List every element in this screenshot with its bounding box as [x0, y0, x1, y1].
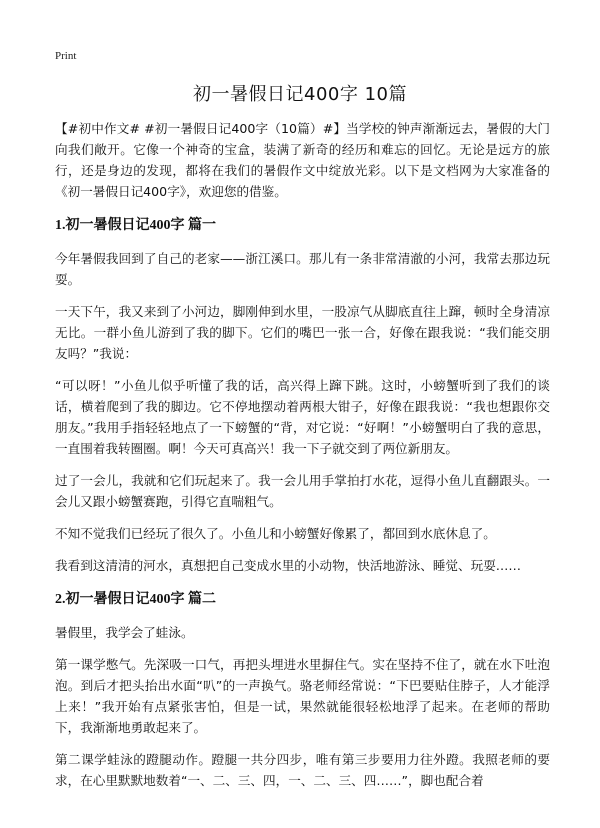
section-heading-2: 2.初一暑假日记400字 篇二 [55, 592, 216, 607]
paragraph: 暑假里，我学会了蛙泳。 [55, 625, 194, 640]
paragraph: 不知不觉我们已经玩了很久了。小鱼儿和小螃蟹好像累了，都回到水底休息了。 [55, 526, 496, 541]
paragraph: 第二课学蛙泳的蹬腿动作。蹬腿一共分四步，唯有第三步要用力往外蹬。我照老师的要求，在心里默默地数着“一、二、三、四，一、二、三、四……”，脚也配合着 [55, 752, 550, 788]
paragraph: 今年暑假我回到了自己的老家——浙江溪口。那儿有一条非常清澈的小河，我常去那边玩耍。 [55, 251, 550, 287]
page-title: 初一暑假日记400字 10篇 [193, 84, 407, 105]
document-body [55, 118, 550, 802]
paragraph: 第一课学憋气。先深吸一口气，再把头埋进水里摒住气。实在坚持不住了，就在水下吐泡泡。到后才把头抬出水面“叭”的一声换气。骆老师经常说：“下巴要贴住脖子，人才能浮上来！”我开始有点紧张害怕，但是一试，果然就能很轻松地浮了起来。在老师的帮助下，我渐渐地勇敢起来了。 [55, 657, 550, 735]
paragraph: 我看到这清清的河水，真想把自己变成水里的小动物，快活地游泳、睡觉、玩耍…… [55, 558, 521, 573]
paragraph: “可以呀！”小鱼儿似乎听懂了我的话，高兴得上蹿下跳。这时，小螃蟹听到了我们的谈话，横着爬到了我的脚边。它不停地摆动着两根大钳子，好像在跟我说：“我也想跟你交朋友。”我用手指轻轻地点了一下螃蟹的“背，对它说：“好啊！”小螃蟹明白了我的意思，一直围着我转圈圈。啊！今天可真高兴！我一下子就交到了两位新朋友。 [55, 378, 550, 456]
paragraph: 一天下午，我又来到了小河边，脚刚伸到水里，一股凉气从脚底直往上蹿，顿时全身清凉无比。一群小鱼儿游到了我的脚下。它们的嘴巴一张一合，好像在跟我说：“我们能交朋友吗？”我说： [55, 304, 550, 361]
section-heading-1: 1.初一暑假日记400字 篇一 [55, 218, 216, 233]
intro-paragraph: 【#初中作文# #初一暑假日记400字（10篇）#】当学校的钟声渐渐远去，暑假的大门向我们敞开。它像一个神奇的宝盒，装满了新奇的经历和难忘的回忆。无论是远方的旅行，还是身边的发现，都将在我们的暑假作文中绽放光彩。以下是文档网为大家准备的《初一暑假日记400字》，欢迎您的借鉴。 [55, 121, 550, 199]
paragraph: 过了一会儿，我就和它们玩起来了。我一会儿用手掌拍打水花，逗得小鱼儿直翻跟头。一会儿又跟小螃蟹赛跑，引得它直喘粗气。 [55, 473, 550, 509]
print-label: Print [55, 50, 77, 62]
